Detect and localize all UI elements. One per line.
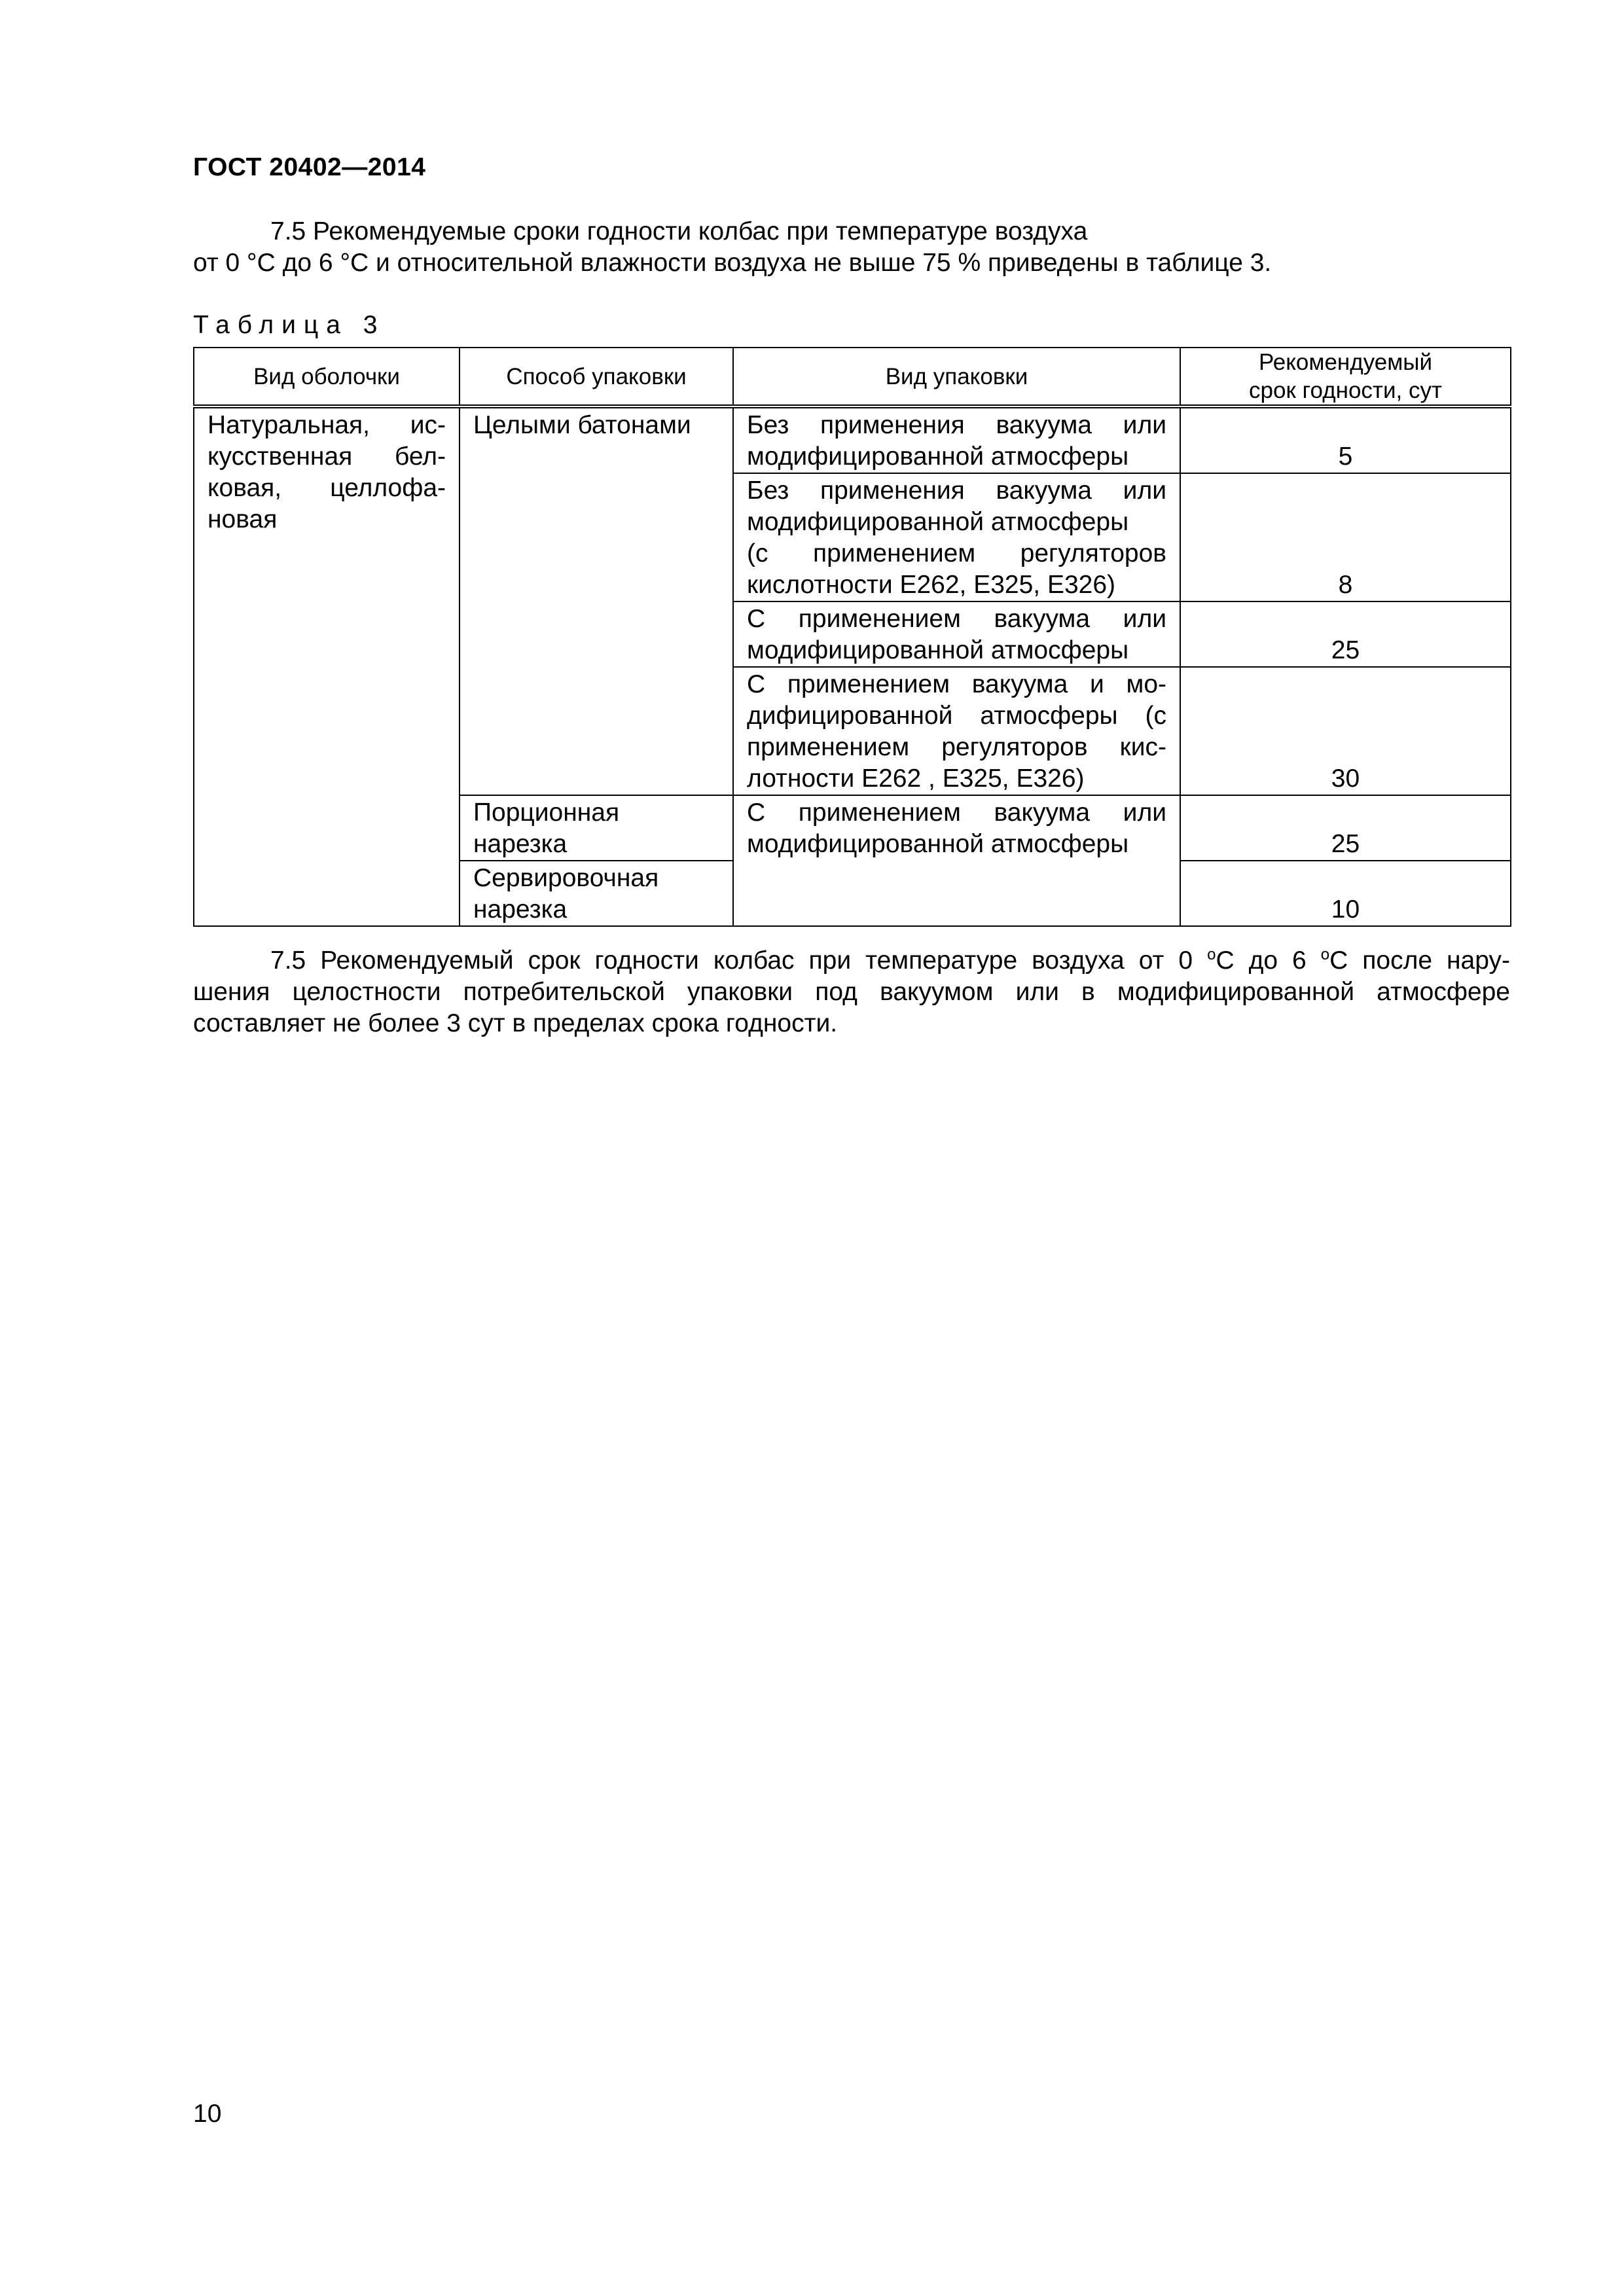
cell-line: модифицированной атмосферы xyxy=(747,636,1129,664)
cell-line: дифицированной атмосферы (с xyxy=(747,702,1166,730)
cell-method-serving xyxy=(460,861,733,926)
table-caption: Таблица 3 xyxy=(193,311,386,339)
header-shelf-life xyxy=(1180,348,1511,406)
cell-package-type xyxy=(733,473,1180,601)
cell-casing-type xyxy=(194,406,460,926)
header-shelf-life-line: Рекомендуемый xyxy=(1258,350,1433,375)
paragraph-line xyxy=(193,945,1510,977)
cell-shelf-life: 5 xyxy=(1180,406,1511,473)
cell-line: кусственная бел- xyxy=(208,442,446,471)
cell-line: нарезка xyxy=(473,895,568,924)
paragraph-line: от 0 °С до 6 °С и относительной влажности воздуха не выше 75 % приведены в таблице 3. xyxy=(193,249,1272,277)
cell-shelf-life: 25 xyxy=(1180,795,1511,861)
cell-package-type xyxy=(733,795,1180,926)
cell-package-type xyxy=(733,601,1180,667)
cell-line: С применением вакуума и мо- xyxy=(747,670,1166,698)
paragraph-storage-terms xyxy=(193,216,1502,279)
cell-method-whole: Целыми батонами xyxy=(460,406,733,795)
paragraph-text: 7.5 Рекомендуемый срок годности колбас при температуре воздуха от 0 xyxy=(270,946,1208,975)
cell-line: новая xyxy=(208,505,278,533)
degree-mark: о xyxy=(1207,946,1216,963)
cell-shelf-life: 10 xyxy=(1180,861,1511,926)
cell-package-type xyxy=(733,406,1180,473)
cell-line: применением регуляторов кис- xyxy=(747,733,1166,761)
paragraph-line: составляет не более 3 сут в пределах срока годности. xyxy=(193,1009,838,1037)
cell-line: модифицированной атмосферы xyxy=(747,830,1129,858)
degree-mark: о xyxy=(1320,946,1330,963)
header-casing-type: Вид оболочки xyxy=(194,348,460,406)
cell-line: Без применения вакуума или xyxy=(747,411,1166,439)
paragraph-after-opening xyxy=(193,945,1510,1039)
paragraph-text: С до 6 xyxy=(1216,946,1321,975)
cell-line: С применением вакуума или xyxy=(747,798,1166,827)
cell-line: Без применения вакуума или xyxy=(747,476,1166,505)
header-packing-method: Способ упаковки xyxy=(460,348,733,406)
cell-line: (с применением регуляторов xyxy=(747,539,1166,567)
paragraph-line: шения целостности потребительской упаковки под вакуумом или в модифицированной атмосфере xyxy=(193,978,1510,1006)
cell-line: модифицированной атмосферы xyxy=(747,508,1129,536)
cell-package-type xyxy=(733,667,1180,795)
paragraph-text: С после нару- xyxy=(1329,946,1510,975)
cell-line: лотности Е262 , Е325, Е326) xyxy=(747,764,1085,793)
cell-method-portion xyxy=(460,795,733,861)
cell-line: нарезка xyxy=(473,830,568,858)
cell-shelf-life: 8 xyxy=(1180,473,1511,601)
cell-line: ковая, целлофа- xyxy=(208,474,446,502)
document-header: ГОСТ 20402—2014 xyxy=(193,153,426,181)
cell-line: Сервировочная xyxy=(473,864,659,892)
paragraph-line: 7.5 Рекомендуемые сроки годности колбас при температуре воздуха xyxy=(270,217,1088,245)
cell-line: кислотности Е262, Е325, Е326) xyxy=(747,571,1116,599)
shelf-life-table xyxy=(193,347,1511,927)
cell-shelf-life: 30 xyxy=(1180,667,1511,795)
page-number: 10 xyxy=(193,2100,222,2128)
cell-shelf-life: 25 xyxy=(1180,601,1511,667)
cell-line: Порционная xyxy=(473,798,620,827)
header-shelf-life-line: срок годности, сут xyxy=(1249,378,1442,403)
header-package-type: Вид упаковки xyxy=(733,348,1180,406)
table-row xyxy=(194,406,1511,473)
table-header-row xyxy=(194,348,1511,406)
cell-line: модифицированной атмосферы xyxy=(747,442,1129,471)
cell-line: С применением вакуума или xyxy=(747,605,1166,633)
cell-line: Натуральная, ис- xyxy=(208,411,446,439)
